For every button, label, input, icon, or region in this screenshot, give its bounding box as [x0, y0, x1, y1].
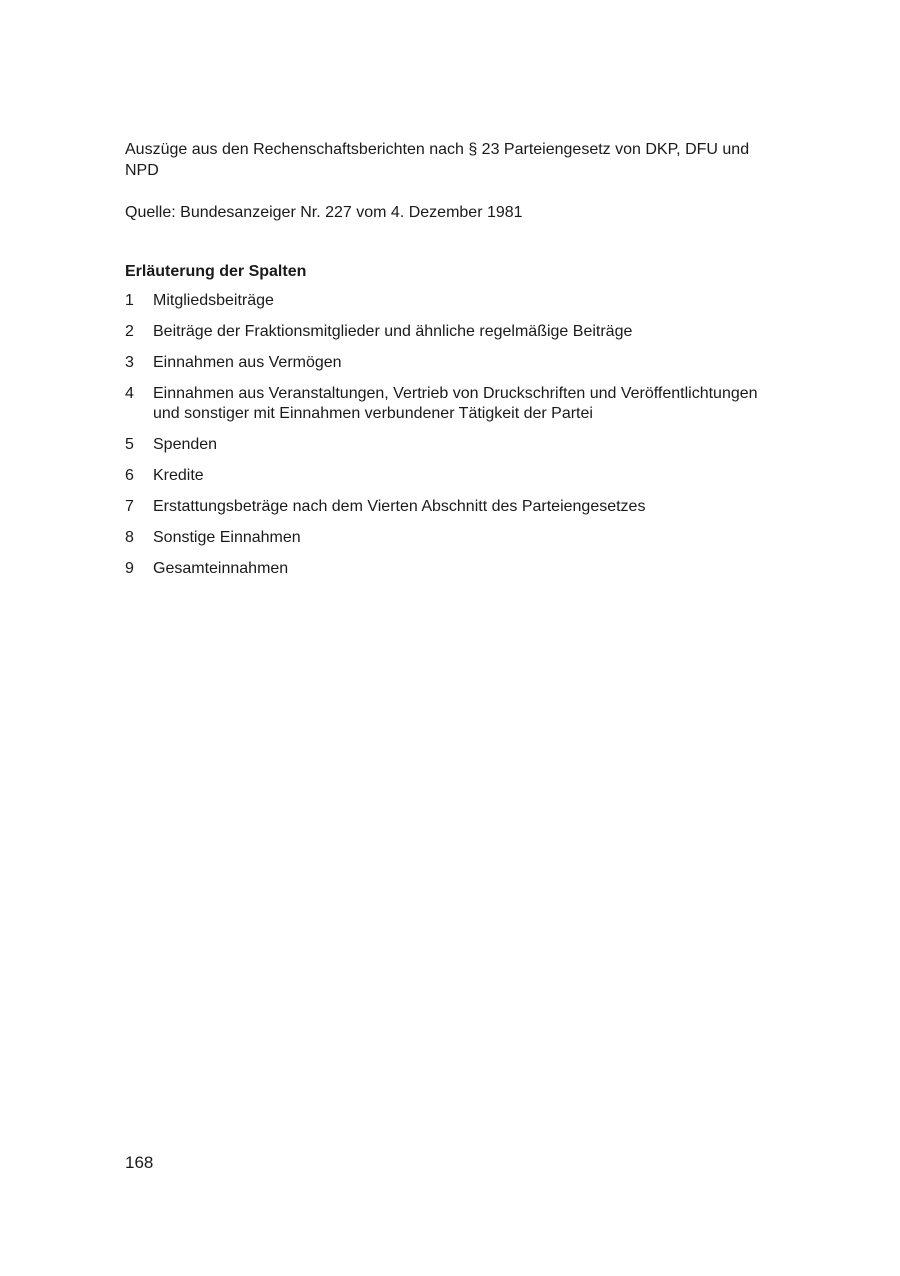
legend-item-text: Mitgliedsbeiträge [153, 292, 274, 309]
legend-item-text: Einnahmen aus Veranstaltungen, Vertrieb von Druckschriften und Veröffentlichtungen und sonstiger mit Einnahmen verbundener Tätigkeit der Partei [153, 385, 758, 422]
legend-item-text: Sonstige Einnahmen [153, 529, 301, 546]
legend-heading: Erläuterung der Spalten [125, 263, 307, 280]
legend-item-text: Einnahmen aus Vermögen [153, 354, 342, 371]
legend-item-9 [125, 559, 775, 579]
legend-item-text: Kredite [153, 467, 204, 484]
legend-item-5 [125, 435, 775, 455]
legend-item-8 [125, 528, 775, 548]
legend-item-number: 4 [125, 385, 134, 402]
legend-item-number: 1 [125, 292, 134, 309]
intro-paragraph: Auszüge aus den Rechenschaftsberichten nach § 23 Parteiengesetz von DKP, DFU und NPD [125, 141, 750, 179]
legend-item-1 [125, 291, 775, 311]
legend-item-number: 3 [125, 354, 134, 371]
legend-item-number: 2 [125, 323, 134, 340]
legend-item-number: 5 [125, 436, 134, 453]
legend-item-text: Erstattungsbeträge nach dem Vierten Abschnitt des Parteiengesetzes [153, 498, 646, 515]
legend-item-number: 6 [125, 467, 134, 484]
legend-item-text: Gesamteinnahmen [153, 560, 289, 577]
legend-item-2 [125, 322, 775, 342]
column-legend-list [125, 291, 775, 590]
legend-item-6 [125, 466, 775, 486]
legend-item-number: 8 [125, 529, 134, 546]
legend-item-text: Beiträge der Fraktionsmitglieder und ähnliche regelmäßige Beiträge [153, 323, 633, 340]
page-number: 168 [125, 1153, 154, 1172]
legend-item-4 [125, 384, 775, 424]
source-line: Quelle: Bundesanzeiger Nr. 227 vom 4. Dezember 1981 [125, 204, 523, 221]
legend-item-number: 9 [125, 560, 134, 577]
legend-item-3 [125, 353, 775, 373]
legend-item-7 [125, 497, 775, 517]
legend-item-text: Spenden [153, 436, 218, 453]
legend-item-number: 7 [125, 498, 134, 515]
